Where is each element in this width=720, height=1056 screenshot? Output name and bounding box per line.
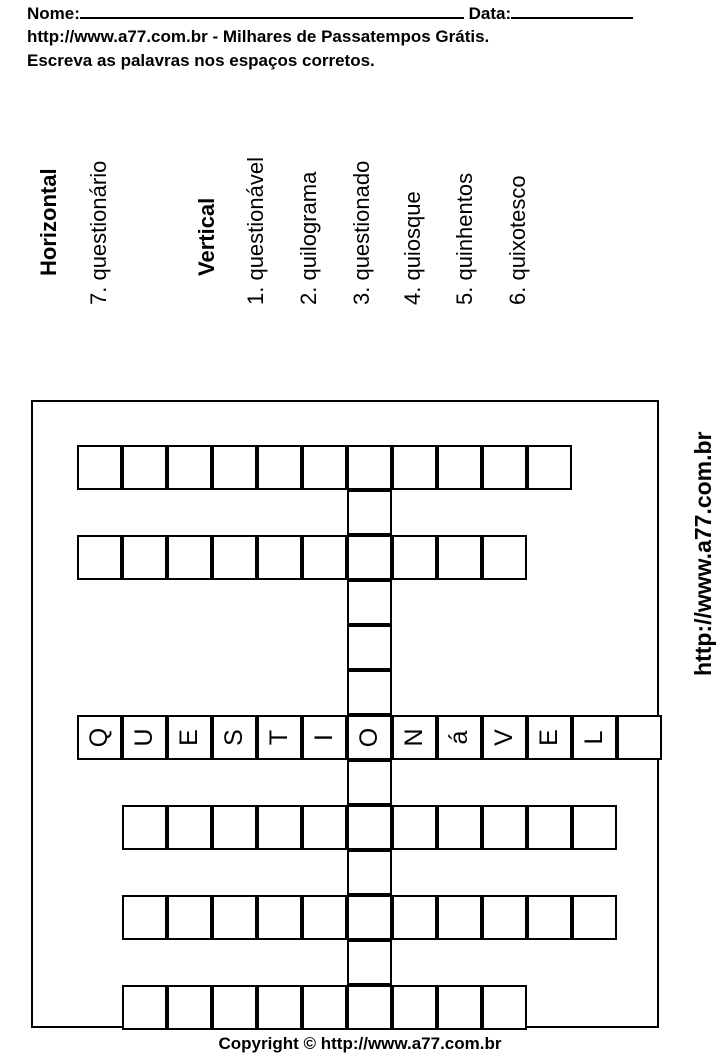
grid-cell[interactable] <box>482 715 527 760</box>
grid-cell[interactable] <box>347 940 392 985</box>
grid-cell[interactable] <box>257 805 302 850</box>
grid-cell[interactable] <box>392 985 437 1030</box>
grid-cell[interactable] <box>392 445 437 490</box>
grid-cell[interactable] <box>167 985 212 1030</box>
grid-cell[interactable] <box>257 535 302 580</box>
grid-cell[interactable] <box>437 895 482 940</box>
grid-cell[interactable] <box>617 715 662 760</box>
clue-vertical-4: 4. quiosque <box>400 191 425 305</box>
grid-cell[interactable] <box>347 895 392 940</box>
grid-cell[interactable] <box>77 535 122 580</box>
grid-cell[interactable] <box>212 445 257 490</box>
grid-cell[interactable] <box>347 670 392 715</box>
grid-cell[interactable] <box>392 805 437 850</box>
cell-letter: U <box>130 728 158 747</box>
grid-cell[interactable] <box>482 985 527 1030</box>
grid-cell[interactable] <box>302 985 347 1030</box>
grid-cell[interactable] <box>167 895 212 940</box>
grid-cell[interactable] <box>437 805 482 850</box>
grid-cell[interactable] <box>347 850 392 895</box>
grid-cell[interactable] <box>437 535 482 580</box>
grid-cell[interactable] <box>302 895 347 940</box>
grid-cell[interactable] <box>482 445 527 490</box>
clue-vertical-3: 3. questionado <box>349 160 374 305</box>
date-label: Data: <box>468 4 512 23</box>
site-line: http://www.a77.com.br - Milhares de Passatempos Grátis. <box>27 27 490 46</box>
grid-cell[interactable] <box>77 715 122 760</box>
side-url: http://www.a77.com.br <box>690 431 716 676</box>
grid-cell[interactable] <box>437 445 482 490</box>
cell-letter: N <box>400 728 428 747</box>
grid-cell[interactable] <box>212 895 257 940</box>
grid-cell[interactable] <box>482 895 527 940</box>
grid-cell[interactable] <box>392 895 437 940</box>
clue-vertical-1: 1. questionável <box>243 157 268 305</box>
grid-cell[interactable] <box>302 535 347 580</box>
cell-letter: T <box>265 729 293 746</box>
grid-cell[interactable] <box>347 760 392 805</box>
grid-cell[interactable] <box>437 985 482 1030</box>
grid-cell[interactable] <box>212 985 257 1030</box>
clue-vertical-2: 2. quilograma <box>296 171 321 305</box>
grid-cell[interactable] <box>167 535 212 580</box>
name-field[interactable] <box>80 3 464 19</box>
cell-letter: O <box>355 727 383 748</box>
clue-horizontal-7: 7. questionário <box>86 160 111 305</box>
grid-cell[interactable] <box>257 985 302 1030</box>
grid-cell[interactable] <box>122 895 167 940</box>
grid-cell[interactable] <box>347 490 392 535</box>
grid-cell[interactable] <box>572 895 617 940</box>
grid-cell[interactable] <box>212 535 257 580</box>
grid-cell[interactable] <box>257 715 302 760</box>
grid-cell[interactable] <box>347 715 392 760</box>
grid-cell[interactable] <box>122 805 167 850</box>
grid-cell[interactable] <box>257 895 302 940</box>
grid-cell[interactable] <box>347 625 392 670</box>
grid-cell[interactable] <box>527 895 572 940</box>
grid-cell[interactable] <box>167 805 212 850</box>
name-label: Nome: <box>27 4 80 23</box>
cell-letter: V <box>490 729 518 746</box>
grid-cell[interactable] <box>572 805 617 850</box>
grid-cell[interactable] <box>122 535 167 580</box>
date-field[interactable] <box>511 3 633 19</box>
grid-cell[interactable] <box>347 985 392 1030</box>
grid-cell[interactable] <box>392 535 437 580</box>
cell-letter: E <box>175 729 203 746</box>
grid-cell[interactable] <box>527 715 572 760</box>
grid-cell[interactable] <box>302 805 347 850</box>
grid-cell[interactable] <box>122 985 167 1030</box>
grid-cell[interactable] <box>212 715 257 760</box>
vertical-title: Vertical <box>194 197 219 276</box>
grid-cell[interactable] <box>347 805 392 850</box>
grid-cell[interactable] <box>347 445 392 490</box>
grid-cell[interactable] <box>572 715 617 760</box>
cell-letter: I <box>310 734 338 741</box>
grid-cell[interactable] <box>437 715 482 760</box>
horizontal-title: Horizontal <box>36 168 61 276</box>
cell-letter: á <box>445 730 473 745</box>
grid-cell[interactable] <box>257 445 302 490</box>
clue-vertical-5: 5. quinhentos <box>452 172 477 305</box>
grid-cell[interactable] <box>392 715 437 760</box>
grid-cell[interactable] <box>347 535 392 580</box>
grid-cell[interactable] <box>527 805 572 850</box>
grid-cell[interactable] <box>122 445 167 490</box>
cell-letter: E <box>535 729 563 746</box>
grid-cell[interactable] <box>527 445 572 490</box>
grid-cell[interactable] <box>482 535 527 580</box>
grid-cell[interactable] <box>347 580 392 625</box>
clue-vertical-6: 6. quixotesco <box>505 175 530 305</box>
name-date-line <box>27 3 633 24</box>
grid-cell[interactable] <box>302 445 347 490</box>
cell-letter: Q <box>85 727 113 748</box>
cell-letter: L <box>580 730 608 745</box>
grid-cell[interactable] <box>212 805 257 850</box>
grid-cell[interactable] <box>482 805 527 850</box>
grid-cell[interactable] <box>167 715 212 760</box>
cell-letter: S <box>220 729 248 746</box>
grid-cell[interactable] <box>122 715 167 760</box>
instruction: Escreva as palavras nos espaços corretos. <box>27 51 375 70</box>
grid-cell[interactable] <box>77 445 122 490</box>
grid-cell[interactable] <box>302 715 347 760</box>
grid-cell[interactable] <box>167 445 212 490</box>
copyright: Copyright © http://www.a77.com.br <box>218 1034 502 1053</box>
